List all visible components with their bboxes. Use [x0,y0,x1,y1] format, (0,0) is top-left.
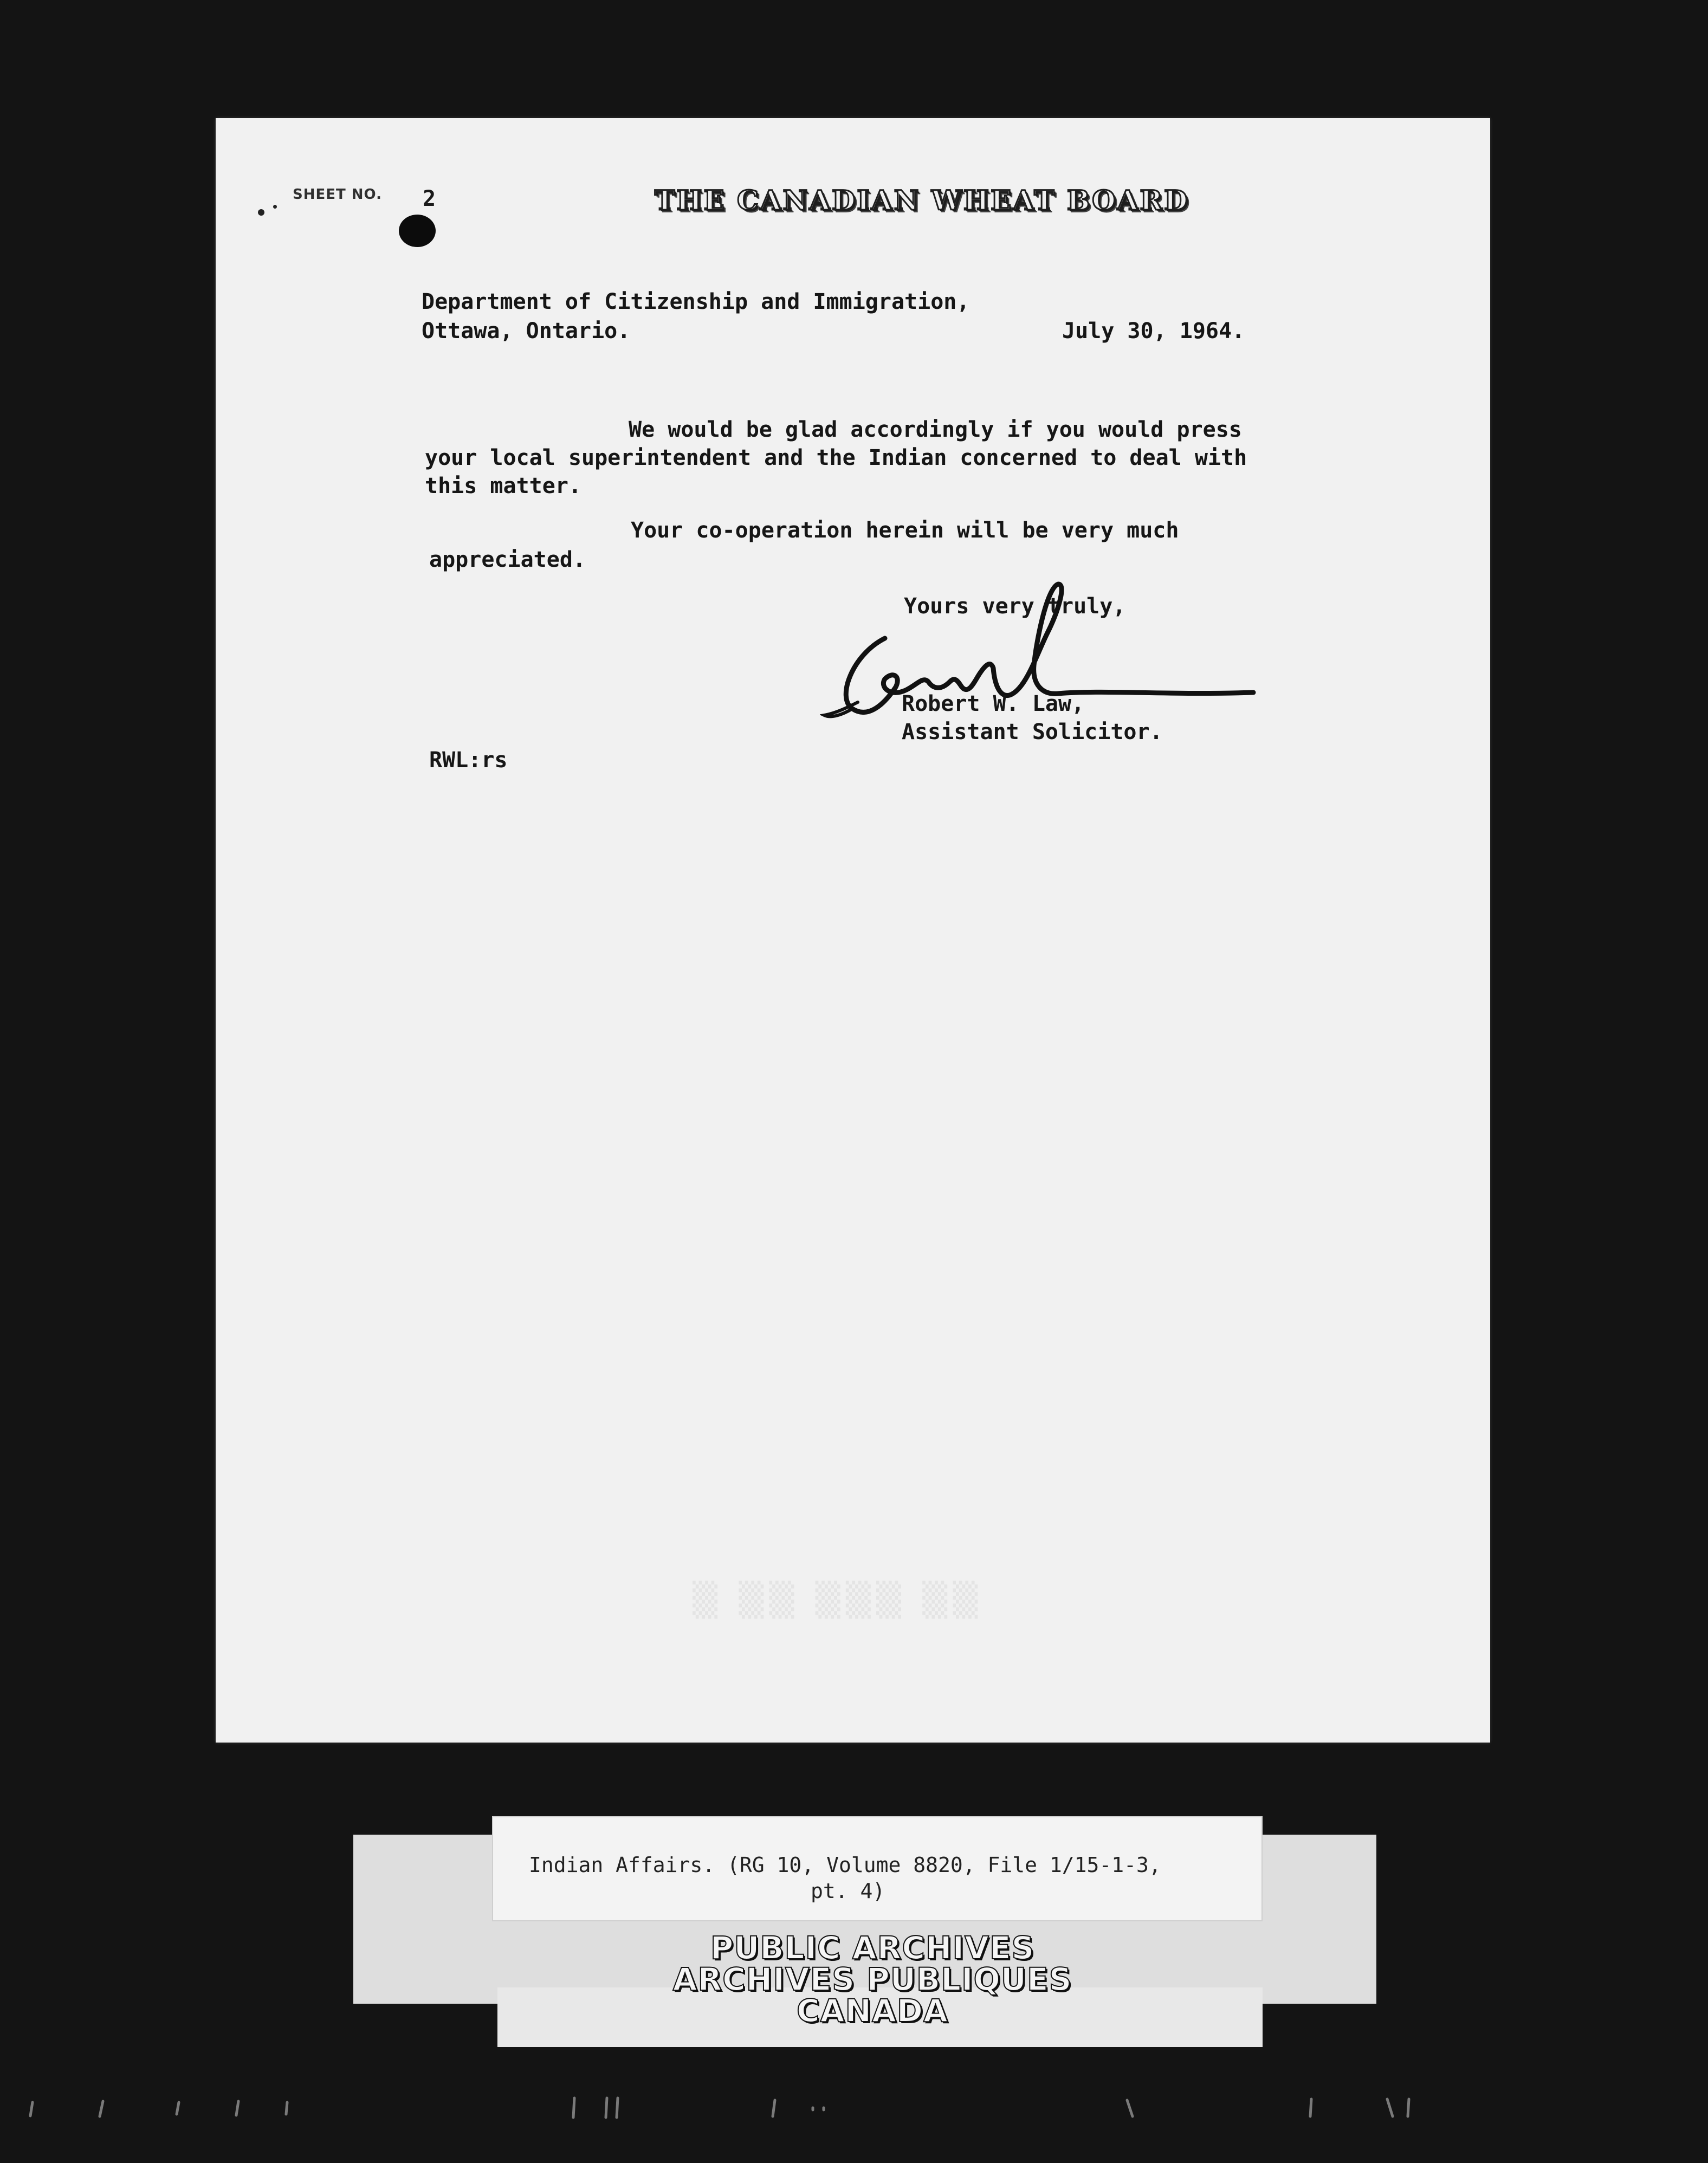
letter-date: July 30, 1964. [1062,319,1245,344]
signer-title: Assistant Solicitor. [902,720,1163,744]
paragraph-1-line-3: this matter. [425,474,581,498]
reference-initials: RWL:rs [429,748,508,773]
film-edge-marks [0,2086,1708,2129]
paragraph-1-line-1: We would be glad accordingly if you would press [629,417,1242,442]
archive-reference-line-2: pt. 4) [811,1879,885,1903]
archive-stamp-line-1: PUBLIC ARCHIVES [710,1929,1035,1966]
sheet-number-label: SHEET NO. [293,186,382,203]
letterhead: THE CANADIAN WHEAT BOARD [655,184,1189,216]
recipient-line-2: Ottawa, Ontario. [422,319,631,344]
ink-blot [399,215,436,247]
recipient-line-1: Department of Citizenship and Immigration, [422,289,970,314]
paragraph-2-line-1: Your co-operation herein will be very much [631,518,1179,543]
closing: Yours very truly, [904,594,1126,619]
paragraph-1-line-2: your local superintendent and the Indian concerned to deal with [425,445,1247,470]
faint-show-through: ▒ ▒▒ ▒▒▒ ▒▒ [693,1581,984,1619]
archive-reference-line-1: Indian Affairs. (RG 10, Volume 8820, File 1/15-1-3, [529,1853,1161,1877]
archive-stamp-line-2: ARCHIVES PUBLIQUES [672,1961,1072,1998]
archive-stamp-line-3: CANADA [797,1992,948,2029]
letter-page [216,118,1490,1743]
paragraph-2-line-2: appreciated. [429,547,586,572]
signer-name: Robert W. Law, [902,691,1085,716]
ink-speck [273,205,277,209]
ink-speck [258,209,264,216]
sheet-number: 2 [423,186,436,211]
